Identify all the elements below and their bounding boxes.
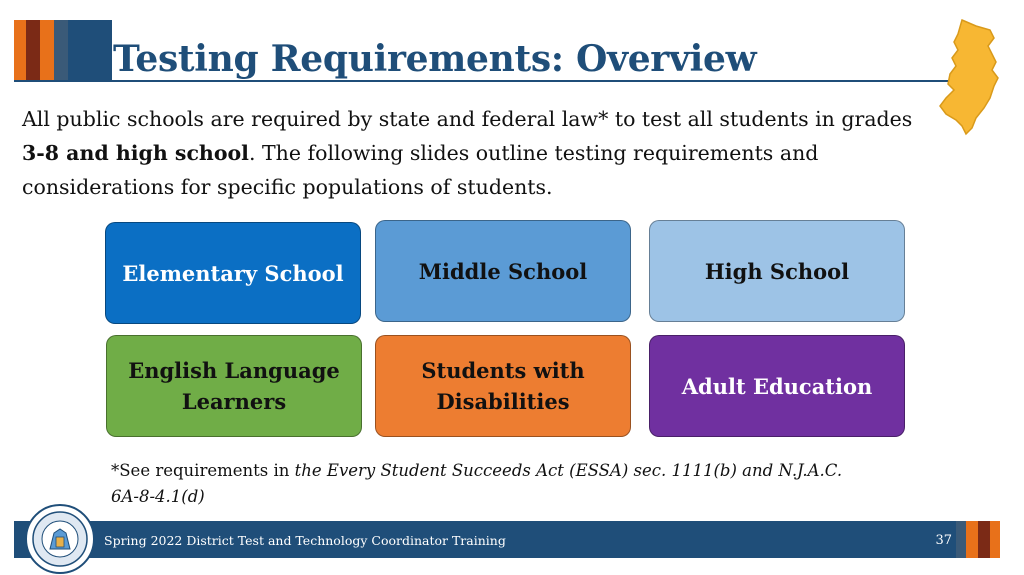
- slide-title: Testing Requirements: Overview: [113, 38, 757, 80]
- box-label: Students with Disabilities: [421, 358, 585, 414]
- students-with-disabilities-box[interactable]: [375, 335, 631, 437]
- middle-school-box[interactable]: [375, 220, 631, 322]
- box-label: Adult Education: [681, 373, 873, 399]
- footer-text: Spring 2022 District Test and Technology Coordinator Training: [104, 533, 506, 548]
- page-number: 37: [935, 533, 952, 548]
- box-label: Elementary School: [122, 260, 344, 286]
- new-jersey-map-icon: [932, 16, 1006, 138]
- adult-education-box[interactable]: [649, 335, 905, 437]
- english-language-learners-box[interactable]: [106, 335, 362, 437]
- footnote-citation: the Every Student Succeeds Act (ESSA) sec. 1111(b) and N.J.A.C. 6A-8-4.1(d): [111, 461, 843, 506]
- title-rule: [14, 80, 964, 82]
- elementary-school-box[interactable]: [105, 222, 361, 324]
- footer-stripes: [956, 521, 1000, 558]
- state-seal-icon: [24, 503, 96, 575]
- intro-paragraph: All public schools are required by state and federal law* to test all students in grades 3-8 and high school. The following slides outline testing requirements and considerations for specific populations of students.: [22, 107, 913, 199]
- box-label: Middle School: [418, 258, 588, 284]
- high-school-box[interactable]: [649, 220, 905, 322]
- box-label: English Language Learners: [128, 358, 340, 414]
- footnote: *See requirements in the Every Student Succeeds Act (ESSA) sec. 1111(b) and N.J.A.C. 6A-8-4.1(d): [111, 461, 843, 506]
- intro-bold: 3-8 and high school: [22, 141, 249, 165]
- box-label: High School: [704, 258, 850, 284]
- header-stripes: [14, 20, 112, 80]
